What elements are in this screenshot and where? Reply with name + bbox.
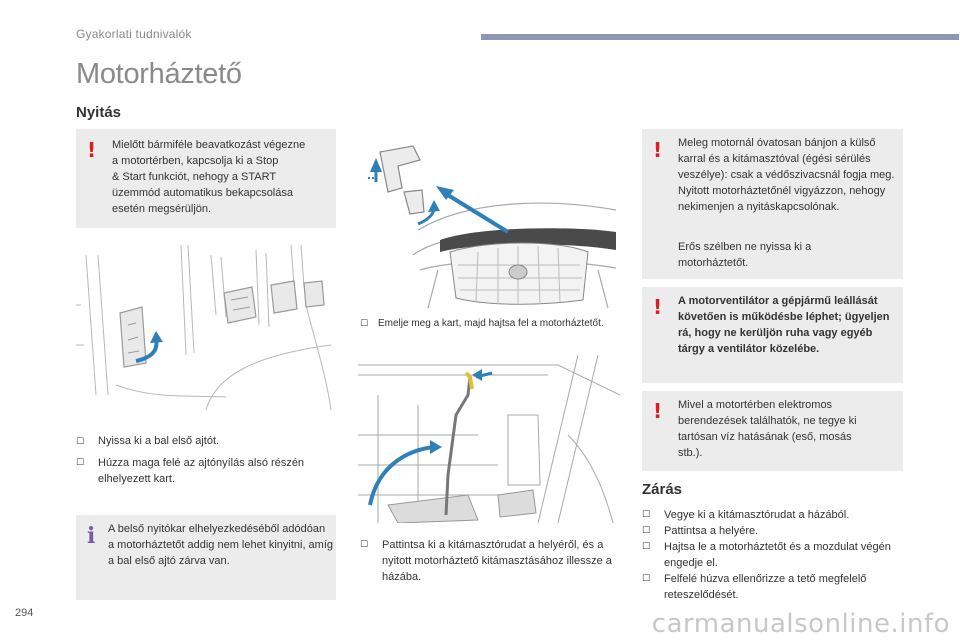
step-text: Pattintsa a helyére. <box>664 525 759 537</box>
checkbox-bullet-icon: ☐ <box>360 540 369 550</box>
warning-text: A motorventilátor a gépjármű leállását követően is működésbe léphet; ügyeljen rá, hogy ne kerüljön ruha vagy egyéb tárgy a ventilátor közelébe. <box>678 295 890 355</box>
page-title: Motorháztető <box>76 58 242 90</box>
section-heading-nyitas: Nyitás <box>76 104 122 121</box>
checkbox-bullet-icon: ☐ <box>642 542 651 552</box>
step-lift-lever <box>360 316 622 332</box>
list-item <box>642 507 904 523</box>
list-item <box>642 539 904 571</box>
warning-box-fan <box>642 287 903 383</box>
step-open-door <box>76 433 336 450</box>
prop-rod-illustration <box>358 355 620 523</box>
watermark: carmanualsonline.info <box>651 609 950 639</box>
warning-box-electrical <box>642 391 903 471</box>
warning-text: Mielőtt bármiféle beavatkozást végezne a motortérben, kapcsolja ki a Stop & Start funkciót, nehogy a START üzemmód automatikus bekapcsolása esetén megsérüljön. <box>112 139 306 215</box>
list-item <box>642 571 904 603</box>
checkbox-bullet-icon: ☐ <box>76 437 85 447</box>
step-text: Nyissa ki a bal első ajtót. <box>98 435 220 447</box>
info-i-icon: i <box>87 523 96 549</box>
section-heading-zaras: Zárás <box>642 481 683 498</box>
step-text: Pattintsa ki a kitámasztórudat a helyéről, és a nyitott motorháztető kitámasztásához illessze a házába. <box>382 539 612 583</box>
pedal-area-illustration <box>76 245 336 410</box>
step-text: Emelje meg a kart, majd hajtsa fel a motorháztetőt. <box>378 318 604 329</box>
list-item <box>642 523 904 539</box>
warning-exclamation-icon: ! <box>653 295 663 319</box>
hood-lever-illustration <box>358 140 618 308</box>
warning-text-wind: Erős szélben ne nyissa ki a motorháztetőt. <box>678 241 812 269</box>
warning-exclamation-icon: ! <box>653 399 663 423</box>
info-text: A belső nyitókar elhelyezkedéséből adódóan a motorháztetőt addig nem lehet kinyitni, amíg a bal első ajtó zárva van. <box>108 523 334 567</box>
step-text: Hajtsa le a motorháztetőt és a mozdulat végén engedje el. <box>664 541 891 569</box>
step-text: Felfelé húzva ellenőrizze a tető megfelelő reteszelődését. <box>664 573 867 601</box>
warning-box-stop-start <box>76 129 336 228</box>
warning-box-hot-engine <box>642 129 903 279</box>
checkbox-bullet-icon: ☐ <box>642 510 651 520</box>
page-number: 294 <box>15 607 34 619</box>
checkbox-bullet-icon: ☐ <box>642 526 651 536</box>
section-header: Gyakorlati tudnivalók <box>76 27 192 41</box>
closing-steps-list <box>642 507 904 603</box>
info-box-door-interlock <box>76 515 336 600</box>
step-text: Vegye ki a kitámasztórudat a házából. <box>664 509 850 521</box>
checkbox-bullet-icon: ☐ <box>76 458 85 468</box>
step-text: Húzza maga felé az ajtónyílás alsó részén elhelyezett kart. <box>98 457 305 485</box>
warning-text: Mivel a motortérben elektromos berendezések találhatók, ne tegye ki tartósan víz hatásának (eső, mosás stb.). <box>678 399 857 459</box>
step-fit-prop-rod <box>360 537 622 585</box>
step-pull-lever <box>76 455 336 487</box>
warning-exclamation-icon: ! <box>87 138 97 162</box>
checkbox-bullet-icon: ☐ <box>642 574 651 584</box>
warning-exclamation-icon: ! <box>653 138 663 162</box>
checkbox-bullet-icon: ☐ <box>360 319 369 329</box>
header-bar <box>481 34 959 40</box>
warning-text: Meleg motornál óvatosan bánjon a külső karral és a kitámasztóval (égési sérülés veszélye): csak a védőszivacsnál fogja meg. Nyitott motorháztetőnél vigyázzon, nehogy nekimenjen a nyitáskapcsolónak. <box>678 137 895 213</box>
